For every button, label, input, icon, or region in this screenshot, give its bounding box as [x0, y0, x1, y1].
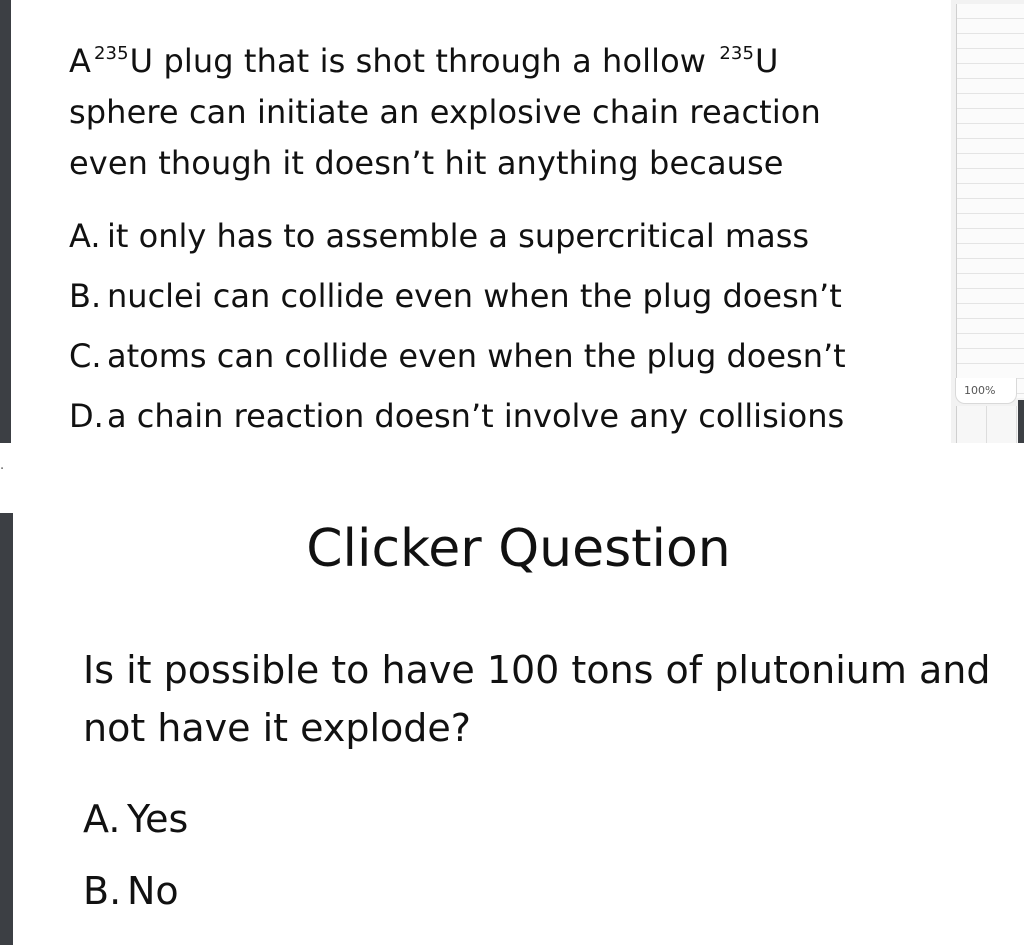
choice-letter: C. — [69, 337, 102, 375]
left-window-edge-bottom — [0, 513, 13, 945]
slide-top-question — [69, 36, 919, 189]
choice-text: No — [127, 869, 179, 913]
choice-text: Yes — [127, 797, 189, 841]
gap-mark: . — [0, 458, 5, 473]
question-text-part: U plug that is shot through a hollow — [129, 42, 707, 80]
question-text-part: A — [69, 42, 91, 80]
choice-letter: A. — [69, 217, 101, 255]
question-text-part: U — [755, 42, 779, 80]
slide-bottom-choices — [83, 783, 188, 927]
choice-c — [69, 326, 949, 386]
question-line-1 — [69, 36, 919, 87]
slide-top-choices — [69, 206, 949, 446]
isotope-superscript: 235 — [94, 43, 129, 64]
spreadsheet-preview-lower[interactable] — [956, 406, 1019, 443]
isotope-superscript: 235 — [719, 43, 755, 64]
slide-title: Clicker Question — [306, 519, 731, 579]
question-line-1: Is it possible to have 100 tons of plutonium and — [83, 648, 991, 692]
slide-separator — [0, 443, 1024, 513]
choice-letter: A. — [83, 797, 121, 841]
choice-text: it only has to assemble a supercritical mass — [107, 217, 810, 255]
choice-letter: D. — [69, 397, 104, 435]
right-side-panel — [951, 0, 1024, 443]
choice-text: a chain reaction doesn’t involve any collisions — [107, 397, 845, 435]
choice-yes — [83, 783, 188, 855]
choice-b — [69, 266, 949, 326]
left-window-edge-top — [0, 0, 11, 443]
question-line-3: even though it doesn’t hit anything because — [69, 144, 784, 182]
question-line-2: not have it explode? — [83, 706, 471, 750]
choice-text: atoms can collide even when the plug doesn’t — [107, 337, 846, 375]
choice-letter: B. — [83, 869, 122, 913]
choice-a — [69, 206, 949, 266]
right-window-edge — [1018, 400, 1024, 443]
question-line-2: sphere can initiate an explosive chain reaction — [69, 93, 821, 131]
choice-letter: B. — [69, 277, 102, 315]
slide-top — [11, 0, 951, 443]
slide-bottom-question — [83, 641, 1023, 757]
spreadsheet-preview[interactable] — [956, 4, 1024, 398]
choice-d — [69, 386, 949, 446]
choice-no — [83, 855, 188, 927]
choice-text: nuclei can collide even when the plug doesn’t — [107, 277, 842, 315]
zoom-indicator[interactable]: 100% — [955, 378, 1017, 404]
slide-bottom — [13, 513, 1024, 945]
